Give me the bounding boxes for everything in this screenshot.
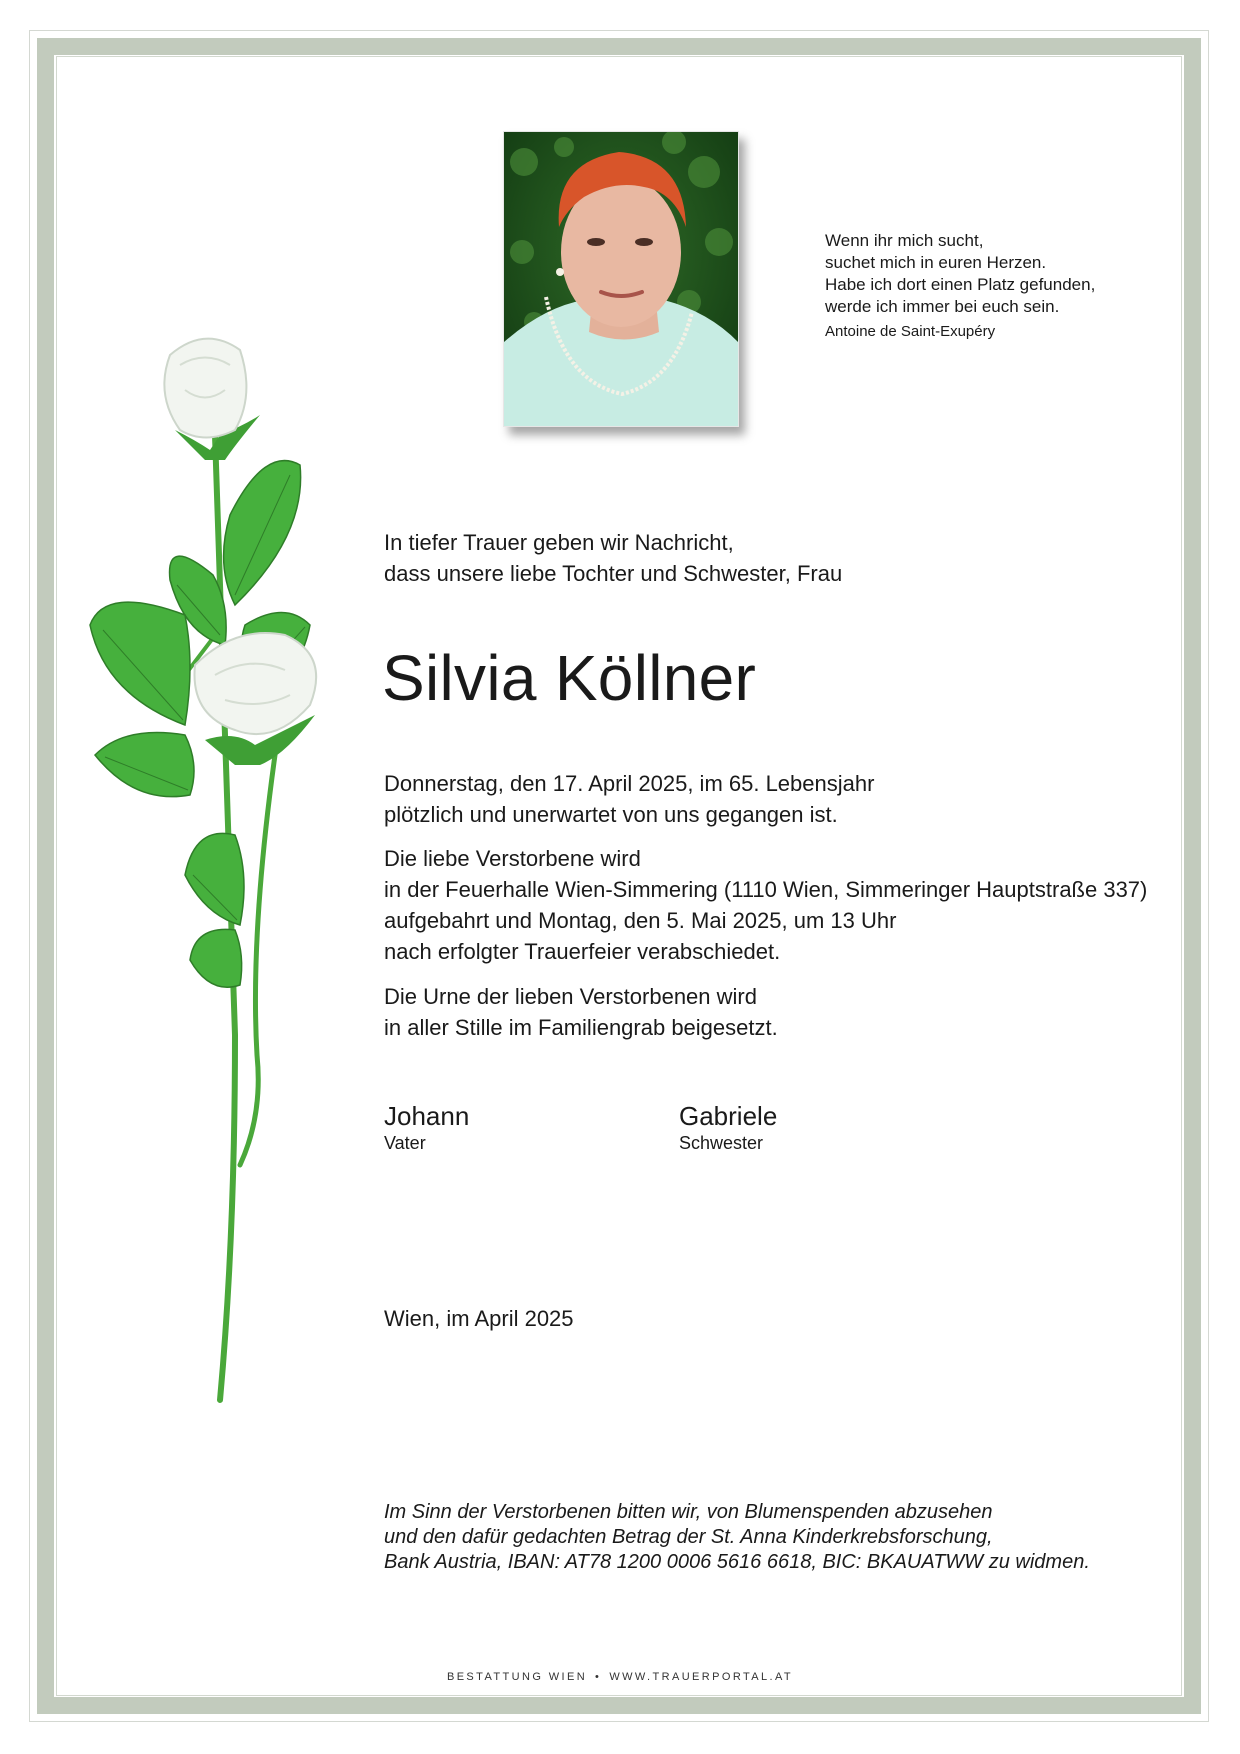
mourner-role: Vater <box>384 1133 426 1153</box>
mourner-role: Schwester <box>679 1133 764 1153</box>
urn-paragraph <box>384 981 778 1043</box>
paragraph-line: Donnerstag, den 17. April 2025, im 65. Lebensjahr <box>384 771 875 796</box>
mourner-name: Johann <box>384 1101 470 1131</box>
paragraph-line: Die liebe Verstorbene wird <box>384 846 641 871</box>
donation-line: Bank Austria, IBAN: AT78 1200 0006 5616 6618, BIC: BKAUATWW zu widmen. <box>384 1551 1090 1573</box>
footer-website[interactable]: WWW.TRAUERPORTAL.AT <box>609 1671 794 1683</box>
paragraph-line: aufgebahrt und Montag, den 5. Mai 2025, um 13 Uhr <box>384 908 897 933</box>
ceremony-paragraph <box>384 843 1147 967</box>
quote-author: Antoine de Saint-Exupéry <box>825 323 996 340</box>
deceased-name: Silvia Köllner <box>382 642 757 714</box>
footer-separator: • <box>595 1671 602 1683</box>
paragraph-line: in aller Stille im Familiengrab beigesetzt. <box>384 1015 778 1040</box>
paragraph-line: nach erfolgter Trauerfeier verabschiedet. <box>384 939 781 964</box>
portrait-photo <box>503 131 739 427</box>
intro-text <box>384 527 842 589</box>
footer <box>0 1671 1240 1683</box>
paragraph-line: Die Urne der lieben Verstorbenen wird <box>384 984 757 1009</box>
death-paragraph <box>384 768 874 830</box>
quote-line: Wenn ihr mich sucht, <box>825 231 984 250</box>
intro-line: In tiefer Trauer geben wir Nachricht, <box>384 530 734 555</box>
paragraph-line: in der Feuerhalle Wien-Simmering (1110 Wien, Simmeringer Hauptstraße 337) <box>384 877 1148 902</box>
quote-line: werde ich immer bei euch sein. <box>825 297 1060 316</box>
intro-line: dass unsere liebe Tochter und Schwester, Frau <box>384 561 843 586</box>
rose-icon <box>85 335 355 1420</box>
donation-note <box>384 1500 1090 1575</box>
paragraph-line: plötzlich und unerwartet von uns gegangen ist. <box>384 802 838 827</box>
place-date: Wien, im April 2025 <box>384 1306 574 1331</box>
quote-line: suchet mich in euren Herzen. <box>825 253 1047 272</box>
footer-company: BESTATTUNG WIEN <box>446 1671 588 1683</box>
donation-line: Im Sinn der Verstorbenen bitten wir, von Blumenspenden abzusehen <box>384 1501 993 1523</box>
donation-line: und den dafür gedachten Betrag der St. Anna Kinderkrebsforschung, <box>384 1526 993 1548</box>
quote-line: Habe ich dort einen Platz gefunden, <box>825 275 1096 294</box>
mourner-name: Gabriele <box>679 1101 778 1131</box>
mourner <box>384 1100 469 1154</box>
mourner <box>679 1100 777 1154</box>
quote <box>825 230 1095 343</box>
